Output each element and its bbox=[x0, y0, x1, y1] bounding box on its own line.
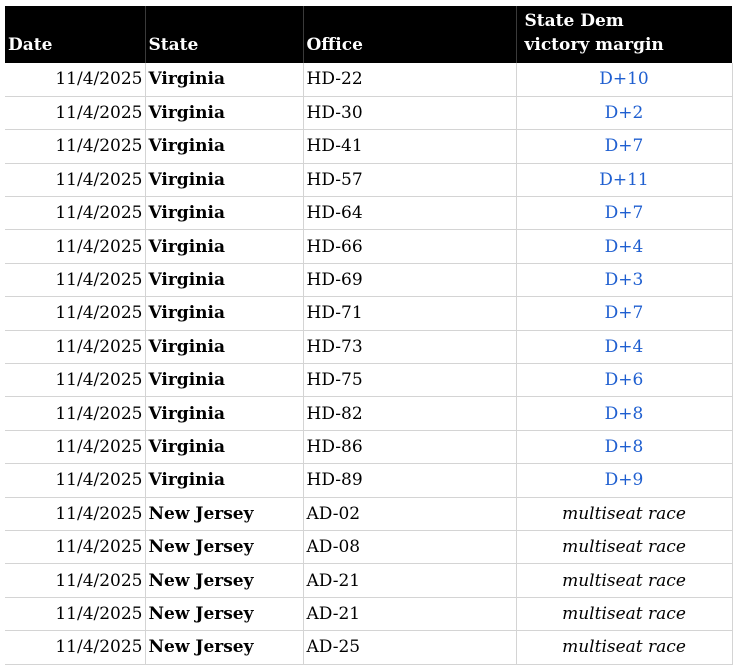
cell-victory-margin[interactable]: multiseat race bbox=[516, 497, 732, 530]
cell-state[interactable]: Virginia bbox=[145, 230, 303, 263]
cell-victory-margin[interactable]: D+7 bbox=[516, 297, 732, 330]
cell-victory-margin[interactable]: D+4 bbox=[516, 230, 732, 263]
cell-office[interactable]: AD-02 bbox=[303, 497, 516, 530]
table-row bbox=[5, 130, 732, 163]
cell-state[interactable]: Virginia bbox=[145, 197, 303, 230]
table-body bbox=[5, 63, 732, 664]
table-header bbox=[5, 6, 732, 63]
table-row bbox=[5, 530, 732, 563]
cell-date[interactable]: 11/4/2025 bbox=[5, 364, 145, 397]
table-row bbox=[5, 497, 732, 530]
cell-state[interactable]: Virginia bbox=[145, 464, 303, 497]
cell-date[interactable]: 11/4/2025 bbox=[5, 530, 145, 563]
table-row bbox=[5, 263, 732, 296]
cell-office[interactable]: HD-71 bbox=[303, 297, 516, 330]
cell-state[interactable]: Virginia bbox=[145, 263, 303, 296]
cell-date[interactable]: 11/4/2025 bbox=[5, 464, 145, 497]
cell-victory-margin[interactable]: D+7 bbox=[516, 130, 732, 163]
cell-victory-margin[interactable]: D+6 bbox=[516, 364, 732, 397]
cell-state[interactable]: New Jersey bbox=[145, 631, 303, 664]
table-row bbox=[5, 297, 732, 330]
cell-office[interactable]: HD-75 bbox=[303, 364, 516, 397]
table-row bbox=[5, 597, 732, 630]
cell-state[interactable]: Virginia bbox=[145, 364, 303, 397]
cell-state[interactable]: Virginia bbox=[145, 163, 303, 196]
cell-victory-margin[interactable]: multiseat race bbox=[516, 597, 732, 630]
cell-state[interactable]: Virginia bbox=[145, 297, 303, 330]
cell-office[interactable]: HD-22 bbox=[303, 63, 516, 96]
cell-office[interactable]: AD-21 bbox=[303, 597, 516, 630]
table-row bbox=[5, 197, 732, 230]
header-row bbox=[5, 6, 732, 63]
cell-victory-margin[interactable]: multiseat race bbox=[516, 631, 732, 664]
cell-state[interactable]: Virginia bbox=[145, 430, 303, 463]
cell-victory-margin[interactable]: D+7 bbox=[516, 197, 732, 230]
cell-date[interactable]: 11/4/2025 bbox=[5, 297, 145, 330]
header-office[interactable]: Office bbox=[303, 6, 516, 63]
cell-office[interactable]: HD-30 bbox=[303, 96, 516, 129]
cell-date[interactable]: 11/4/2025 bbox=[5, 330, 145, 363]
cell-office[interactable]: HD-89 bbox=[303, 464, 516, 497]
cell-state[interactable]: New Jersey bbox=[145, 530, 303, 563]
cell-victory-margin[interactable]: D+8 bbox=[516, 430, 732, 463]
header-date[interactable]: Date bbox=[5, 6, 145, 63]
cell-office[interactable]: HD-86 bbox=[303, 430, 516, 463]
cell-victory-margin[interactable]: D+4 bbox=[516, 330, 732, 363]
cell-victory-margin[interactable]: D+9 bbox=[516, 464, 732, 497]
table-row bbox=[5, 631, 732, 664]
cell-state[interactable]: Virginia bbox=[145, 397, 303, 430]
cell-state[interactable]: Virginia bbox=[145, 63, 303, 96]
cell-office[interactable]: AD-21 bbox=[303, 564, 516, 597]
cell-victory-margin[interactable]: D+8 bbox=[516, 397, 732, 430]
cell-office[interactable]: HD-66 bbox=[303, 230, 516, 263]
cell-office[interactable]: HD-82 bbox=[303, 397, 516, 430]
cell-state[interactable]: New Jersey bbox=[145, 597, 303, 630]
cell-date[interactable]: 11/4/2025 bbox=[5, 63, 145, 96]
cell-office[interactable]: HD-64 bbox=[303, 197, 516, 230]
table-row bbox=[5, 564, 732, 597]
cell-date[interactable]: 11/4/2025 bbox=[5, 96, 145, 129]
table-row bbox=[5, 430, 732, 463]
table-row bbox=[5, 397, 732, 430]
cell-state[interactable]: Virginia bbox=[145, 130, 303, 163]
table-row bbox=[5, 330, 732, 363]
cell-date[interactable]: 11/4/2025 bbox=[5, 597, 145, 630]
cell-state[interactable]: Virginia bbox=[145, 96, 303, 129]
cell-office[interactable]: AD-08 bbox=[303, 530, 516, 563]
header-victory-margin-line2: victory margin bbox=[524, 35, 664, 55]
cell-date[interactable]: 11/4/2025 bbox=[5, 197, 145, 230]
cell-victory-margin[interactable]: D+3 bbox=[516, 263, 732, 296]
table-row bbox=[5, 364, 732, 397]
cell-date[interactable]: 11/4/2025 bbox=[5, 631, 145, 664]
table-row bbox=[5, 63, 732, 96]
header-victory-margin-line1: State Dem bbox=[524, 11, 624, 31]
cell-victory-margin[interactable]: multiseat race bbox=[516, 564, 732, 597]
cell-date[interactable]: 11/4/2025 bbox=[5, 397, 145, 430]
cell-date[interactable]: 11/4/2025 bbox=[5, 230, 145, 263]
cell-victory-margin[interactable]: D+11 bbox=[516, 163, 732, 196]
cell-date[interactable]: 11/4/2025 bbox=[5, 497, 145, 530]
cell-office[interactable]: AD-25 bbox=[303, 631, 516, 664]
cell-date[interactable]: 11/4/2025 bbox=[5, 430, 145, 463]
cell-office[interactable]: HD-41 bbox=[303, 130, 516, 163]
cell-office[interactable]: HD-57 bbox=[303, 163, 516, 196]
table-row bbox=[5, 96, 732, 129]
cell-victory-margin[interactable]: D+2 bbox=[516, 96, 732, 129]
cell-date[interactable]: 11/4/2025 bbox=[5, 130, 145, 163]
cell-office[interactable]: HD-69 bbox=[303, 263, 516, 296]
table-row bbox=[5, 230, 732, 263]
cell-date[interactable]: 11/4/2025 bbox=[5, 163, 145, 196]
table-row bbox=[5, 464, 732, 497]
header-state[interactable]: State bbox=[145, 6, 303, 63]
cell-state[interactable]: Virginia bbox=[145, 330, 303, 363]
special-elections-table bbox=[5, 6, 733, 665]
cell-state[interactable]: New Jersey bbox=[145, 564, 303, 597]
cell-state[interactable]: New Jersey bbox=[145, 497, 303, 530]
header-victory-margin[interactable] bbox=[516, 6, 732, 63]
cell-victory-margin[interactable]: multiseat race bbox=[516, 530, 732, 563]
table-row bbox=[5, 163, 732, 196]
cell-victory-margin[interactable]: D+10 bbox=[516, 63, 732, 96]
cell-date[interactable]: 11/4/2025 bbox=[5, 263, 145, 296]
cell-office[interactable]: HD-73 bbox=[303, 330, 516, 363]
cell-date[interactable]: 11/4/2025 bbox=[5, 564, 145, 597]
